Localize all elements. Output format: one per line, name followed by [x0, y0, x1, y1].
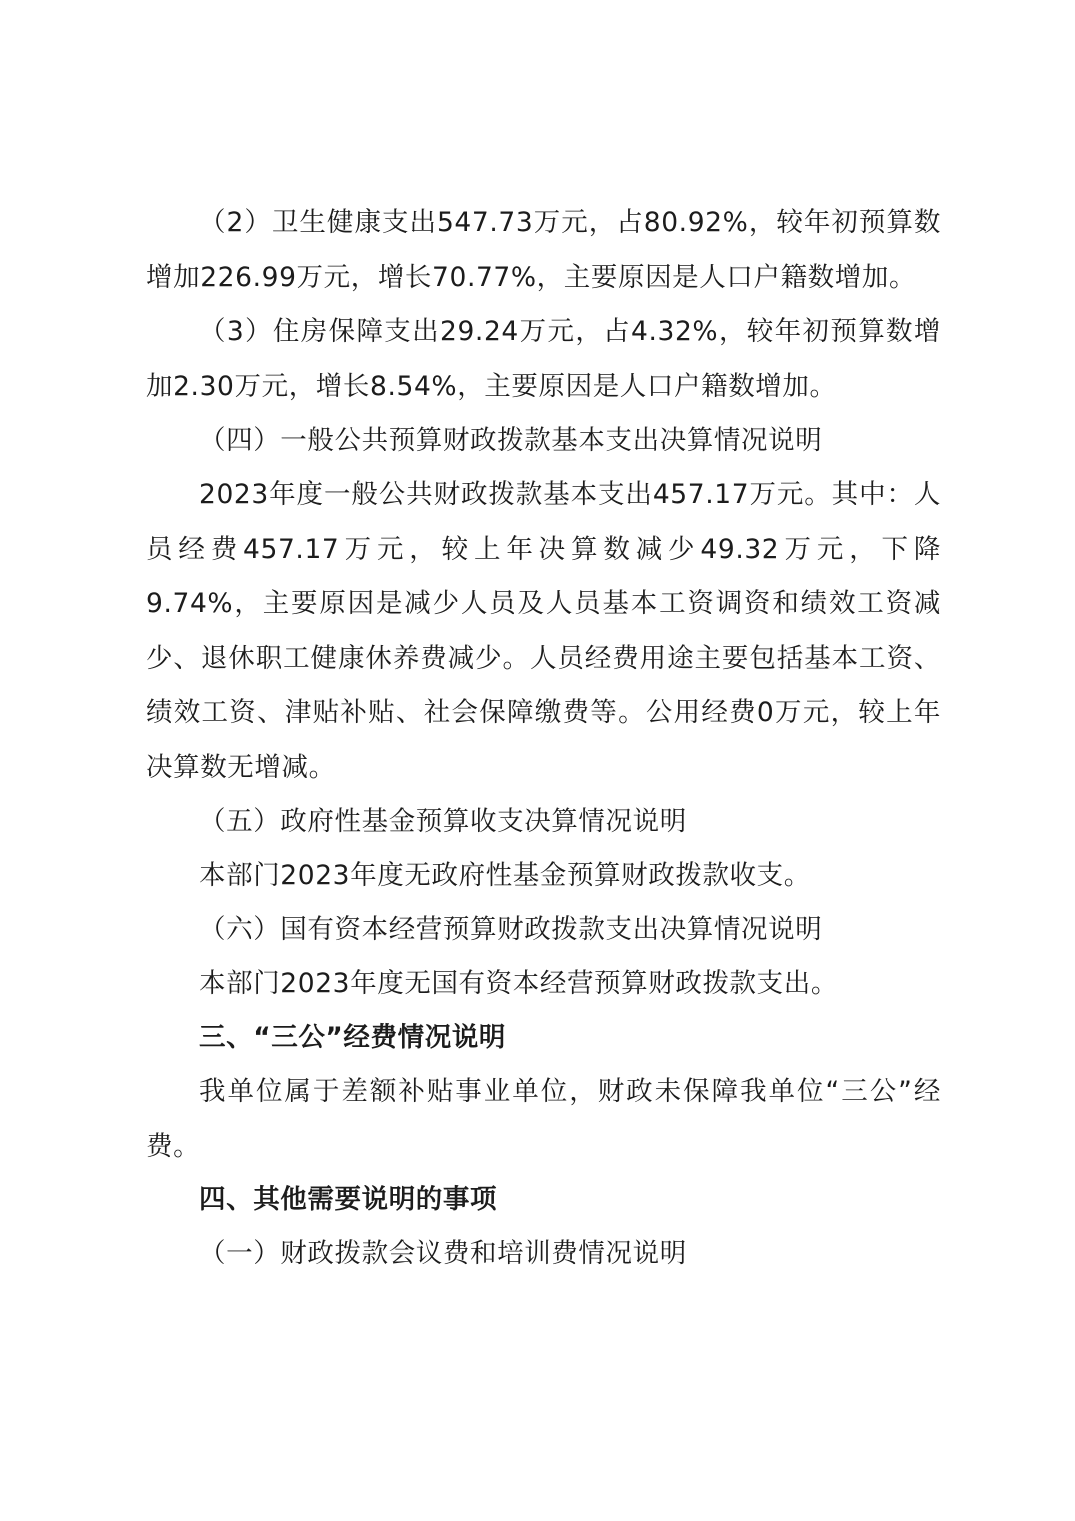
paragraph-health-expenditure: （2）卫生健康支出547.73万元，占80.92%，较年初预算数增加226.99万元，增长70.77%，主要原因是人口户籍数增加。 — [146, 207, 941, 293]
heading-meeting-training-fees: （一）财政拨款会议费和培训费情况说明 — [199, 1238, 687, 1269]
heading-three-public: 三、“三公”经费情况说明 — [199, 1022, 507, 1053]
paragraph-government-fund: 本部门2023年度无政府性基金预算财政拨款收支。 — [199, 860, 811, 891]
paragraph-housing-expenditure: （3）住房保障支出29.24万元，占4.32%，较年初预算数增加2.30万元，增长8.54%，主要原因是人口户籍数增加。 — [146, 316, 941, 402]
heading-government-fund: （五）政府性基金预算收支决算情况说明 — [199, 806, 687, 837]
paragraph-state-capital: 本部门2023年度无国有资本经营预算财政拨款支出。 — [199, 968, 838, 999]
heading-state-capital: （六）国有资本经营预算财政拨款支出决算情况说明 — [199, 914, 823, 945]
heading-basic-expenditure: （四）一般公共预算财政拨款基本支出决算情况说明 — [199, 425, 823, 456]
paragraph-three-public: 我单位属于差额补贴事业单位，财政未保障我单位“三公”经费。 — [146, 1076, 941, 1162]
paragraph-basic-expenditure: 2023年度一般公共财政拨款基本支出457.17万元。其中：人员经费457.17万元，较上年决算数减少49.32万元，下降9.74%，主要原因是减少人员及人员基本工资调资和绩效工资减少、退休职工健康休养费减少。人员经费用途主要包括基本工资、绩效工资、津贴补贴、社会保障缴费等。公用经费0万元，较上年决算数无增减。 — [146, 479, 941, 783]
heading-other-matters: 四、其他需要说明的事项 — [199, 1184, 498, 1215]
